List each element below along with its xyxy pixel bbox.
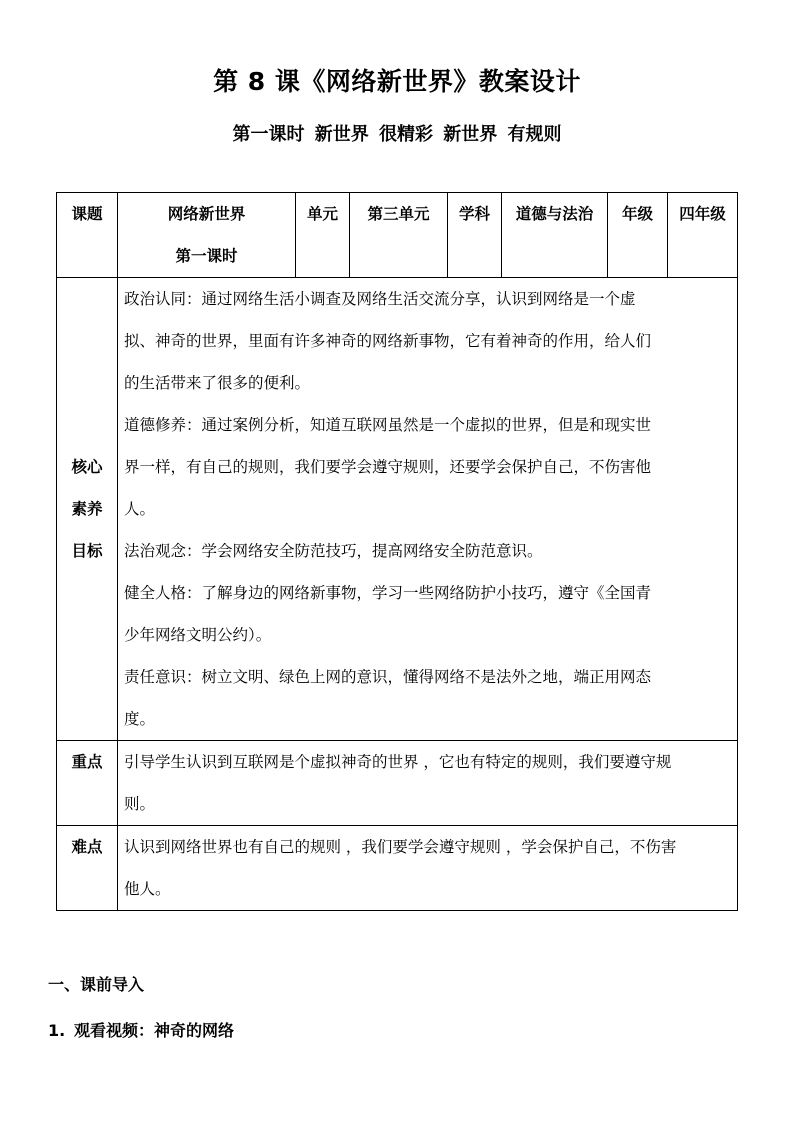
topic-value-line1: 网络新世界 [167,205,246,223]
difficulty-line2: 他人。 [124,880,171,898]
lesson-plan-table [56,192,738,911]
topic-value [118,193,296,278]
document-subtitle: 第一课时 新世界 很精彩 新世界 有规则 [232,124,562,145]
unit-value: 第三单元 [350,193,448,278]
core-line: 法治观念：学会网络安全防范技巧，提高网络安全防范意识。 [124,542,543,560]
key-point-content [118,741,738,826]
key-point-row [57,741,738,826]
core-line: 健全人格：了解身边的网络新事物，学习一些网络防护小技巧，遵守《全国青 [124,584,652,602]
core-label-line2: 素养 [71,500,103,518]
difficulty-line1: 认识到网络世界也有自己的规则 ，我们要学会遵守规则 ，学会保护自己，不伤害 [124,838,677,856]
grade-label: 年级 [608,193,668,278]
core-label-line1: 核心 [71,458,103,476]
list-item-text: 观看视频：神奇的网络 [74,1021,235,1040]
core-competency-row [57,278,738,741]
core-label-line3: 目标 [71,542,103,560]
topic-label: 课题 [57,193,118,278]
core-line: 道德修养：通过案例分析，知道互联网虽然是一个虚拟的世界，但是和现实世 [124,416,652,434]
section-heading-pre-class: 一、课前导入 [48,975,145,994]
topic-value-line2: 第一课时 [175,247,238,265]
subject-label: 学科 [448,193,502,278]
core-line: 拟、神奇的世界，里面有许多神奇的网络新事物，它有着神奇的作用，给人们 [124,332,652,350]
core-line: 政治认同：通过网络生活小调查及网络生活交流分享，认识到网络是一个虚 [124,290,636,308]
subject-value: 道德与法治 [502,193,608,278]
core-line: 的生活带来了很多的便利。 [124,374,311,392]
core-competency-content [118,278,738,741]
list-item-number: 1. [48,1021,66,1040]
core-competency-label [57,278,118,741]
table-header-row [57,193,738,278]
grade-value: 四年级 [668,193,738,278]
key-point-line2: 则。 [124,795,156,813]
list-item-watch-video [48,1018,234,1041]
key-point-label: 重点 [57,741,118,826]
document-title: 第 8 课《网络新世界》教案设计 [213,67,581,96]
difficulty-row [57,826,738,911]
core-line: 界一样，有自己的规则，我们要学会遵守规则，还要学会保护自己，不伤害他 [124,458,652,476]
key-point-line1: 引导学生认识到互联网是个虚拟神奇的世界 ，它也有特定的规则，我们要遵守规 [124,753,672,771]
unit-label: 单元 [296,193,350,278]
core-line: 人。 [124,500,156,518]
core-line: 度。 [124,710,156,728]
core-line: 少年网络文明公约）。 [124,626,272,644]
difficulty-label: 难点 [57,826,118,911]
difficulty-content [118,826,738,911]
core-line: 责任意识：树立文明、绿色上网的意识，懂得网络不是法外之地，端正用网态 [124,668,652,686]
